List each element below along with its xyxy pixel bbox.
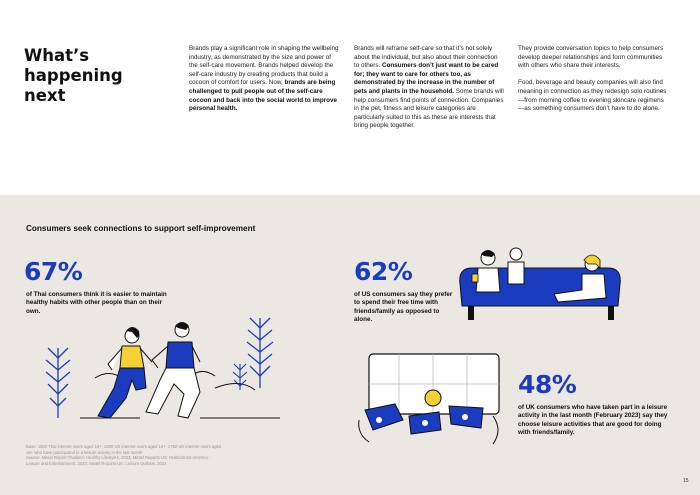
stat-us-value: 62% (354, 257, 413, 286)
friends-sofa-illustration (458, 244, 628, 324)
stat-us-text: of US consumers say they prefer to spend their free time with friends/family as opposed to alone. (354, 291, 453, 323)
plant-icon (46, 348, 70, 418)
text-column-3: They provide conversation topics to help consumers develop deeper relationships and form communities with others who share their interests. Food, beverage and beauty companies will also find meaning in connection as they redesign solo routines—from morning coffee to evening skincare regimens—as something consumers don’t have to do alone. (518, 45, 667, 113)
runners-illustration (40, 318, 290, 428)
page-title: What’s happening next (24, 46, 123, 105)
text-column-2: Brands will reframe self-care so that it’s not solely about the individual, but also about their connection to others. Consumers don’t just want to be cared for; they want to care for others too, as demonstrated by the increase in the number of pets and plants in the household. Some brands will help consumers find points of connection. Companies in the pet, fitness and leisure categories are particularly suited to this as these are interests that bring people together. (354, 45, 504, 130)
controller-icon (409, 412, 441, 434)
person-figure (508, 248, 524, 284)
plant-icon (247, 318, 273, 388)
page-number: 15 (683, 478, 689, 484)
stat-thai-value: 67% (24, 257, 83, 286)
plant-icon (233, 364, 247, 390)
stat-uk-text: of UK consumers who have taken part in a leisure activity in the last month (February 2023) say they choose leisure activities that are good for doing with friends/family. (518, 404, 668, 436)
stat-thai-text: of Thai consumers think it is easier to maintain healthy habits with other people than on their own. (26, 291, 167, 315)
runner-figure (98, 327, 152, 418)
top-section (0, 0, 700, 195)
stat-uk-value: 48% (518, 370, 577, 399)
source-note: Base: 1500 Thai internet users aged 18+; 2000 US internet users aged 18+; 1782 UK internet users aged 16+ who have participated in a leisure activity in the last month Source: Mintel Report Thailand: Healthy Lifestyles, 2023; Mintel Reports US: Multicultural America - Leisure and Entertainment, 2023; Mintel Reports UK: Leisure Outlook, 2023 (26, 444, 222, 466)
gaming-illustration (355, 350, 505, 450)
ball-icon (425, 390, 441, 406)
section-title: Consumers seek connections to support self-improvement (26, 224, 256, 233)
controller-icon (359, 404, 403, 442)
text-column-1: Brands play a significant role in shaping the wellbeing industry, as demonstrated by the size and power of the self-care movement. Brands helped develop the self-care industry by creating products that build a cocoon of comfort for users. Now, brands are being challenged to pull people out of the self-care cocoon and back into the social world to improve personal health. (189, 45, 339, 113)
runner-figure (146, 322, 200, 418)
